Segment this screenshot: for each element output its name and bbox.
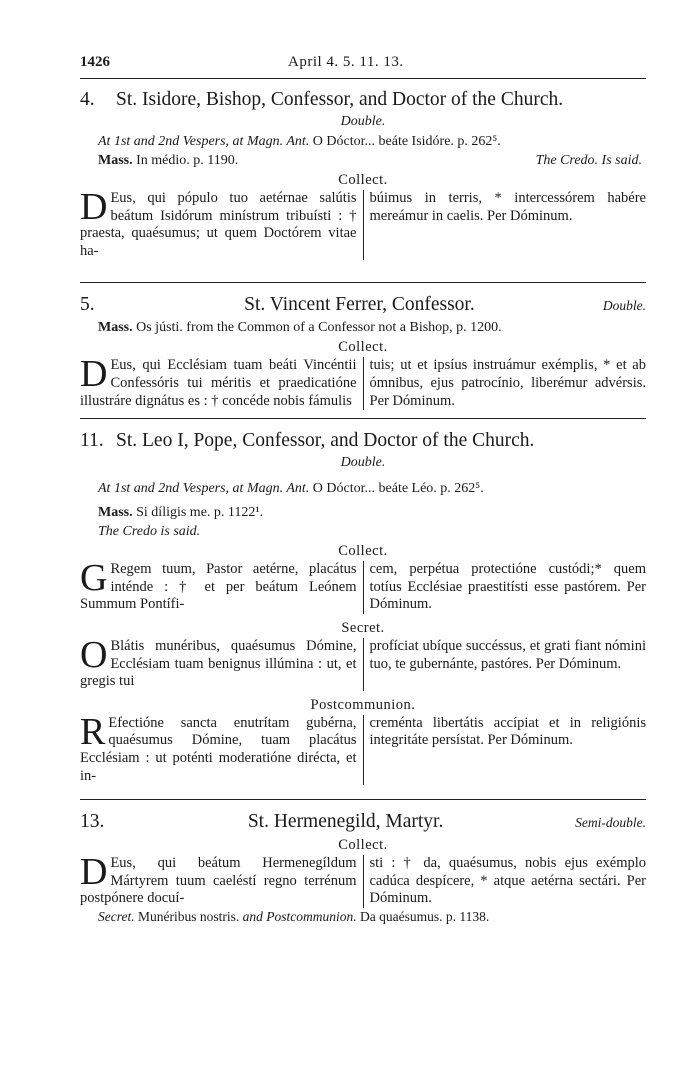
feast-rank: Double. xyxy=(340,114,386,129)
mass-introit: In médio. p. 1190. xyxy=(136,153,239,168)
mass-label: Mass. xyxy=(98,320,133,336)
mass-line xyxy=(80,318,646,337)
collect-right-column xyxy=(364,357,647,410)
feast-title xyxy=(80,293,646,318)
secret-label: Secret. xyxy=(98,908,135,924)
postcommunion-left-text: Efectióne sancta enutrítam gubérna, quaésumus Dómine, tuam placátus Ecclésiam : ut poténti moderatióne dirécta, et in- xyxy=(80,714,357,784)
postcommunion-right-column xyxy=(364,715,647,785)
collect-right-text: tuis; ut et ipsíus instruámur exémplis, * et ab ómnibus, ejus patrocínio, liberémur advérsis. Per Dóminum. xyxy=(369,357,646,409)
entry-separator xyxy=(80,799,646,800)
collect-heading: Collect. xyxy=(338,543,388,560)
collect-initial: D xyxy=(80,186,108,228)
collect-left-column xyxy=(80,851,364,908)
collect-left-column xyxy=(80,186,364,260)
postcommunion-prayer xyxy=(80,710,646,785)
collect-prayer xyxy=(80,851,646,908)
credo-text: The Credo is said. xyxy=(98,524,201,540)
feast-rank: Semi-double. xyxy=(575,815,646,831)
secret-postcommunion-reference xyxy=(80,908,646,926)
collect-prayer xyxy=(80,353,646,410)
collect-left-column xyxy=(80,557,364,614)
collect-left-text: Eus, qui pópulo tuo aetérnae salútis beátum Isidórum minístrum tribuísti : † praesta, quaésumus; ut quem Doctórem vitae ha- xyxy=(80,190,357,259)
secret-initial: O xyxy=(80,633,108,676)
feast-name: St. Hermenegild, Martyr. xyxy=(247,811,444,833)
postcommunion-heading: Postcommunion. xyxy=(310,696,416,713)
running-date-range: April 4. 5. 11. 13. xyxy=(288,54,404,70)
collect-initial: D xyxy=(80,851,108,894)
postcommunion-text: Da quaésumus. p. 1138. xyxy=(359,908,490,924)
collect-right-text: búimus in terris, * intercessórem habére mereámur in caelis. Per Dóminum. xyxy=(369,190,646,224)
secret-left-text: Blátis munéribus, quaésumus Dómine, Ecclésiam tuam benignus illúmina : ut, et gregis tui xyxy=(80,637,357,690)
collect-right-text: sti : † da, quaésumus, nobis ejus exémplo cadúca despícere, * atque aetérna sectári. Per Dóminum. xyxy=(369,855,646,907)
entry-separator xyxy=(80,418,646,419)
vespers-rubric xyxy=(80,479,646,498)
secret-right-column xyxy=(364,638,647,691)
mass-label: Mass. xyxy=(98,505,133,521)
collect-left-text: Regem tuum, Pastor aetérne, placátus inténde : † et per beátum Leónem Summum Pontífi- xyxy=(80,561,357,613)
postcommunion-initial: R xyxy=(80,710,106,753)
missal-page xyxy=(80,50,646,926)
vespers-antiphon: O Dóctor... beáte Isidóre. p. 262⁵. xyxy=(312,134,501,149)
entry-april-4 xyxy=(80,88,646,260)
feast-number: 13. xyxy=(80,811,105,833)
entry-april-13 xyxy=(80,810,646,926)
collect-prayer xyxy=(80,557,646,614)
feast-number: 11. xyxy=(80,430,104,452)
feast-number: 4. xyxy=(80,89,95,110)
collect-right-column xyxy=(364,190,647,260)
mass-label: Mass. xyxy=(98,153,133,168)
collect-initial: G xyxy=(80,557,108,600)
feast-number: 5. xyxy=(80,294,95,316)
feast-rank: Double. xyxy=(340,455,386,471)
collect-heading: Collect. xyxy=(338,837,388,854)
credo-rubric: The Credo. Is said. xyxy=(535,153,642,168)
vespers-rubric-label: At 1st and 2nd Vespers, at Magn. Ant. xyxy=(98,134,310,149)
feast-title xyxy=(80,810,646,835)
feast-name: St. Leo I, Pope, Confessor, and Doctor of the Church. xyxy=(116,430,535,452)
secret-text: Munéribus nostris. xyxy=(137,908,240,924)
feast-title xyxy=(80,88,646,112)
vespers-rubric-label: At 1st and 2nd Vespers, at Magn. Ant. xyxy=(98,481,310,497)
and-word: and xyxy=(242,908,263,924)
running-head xyxy=(80,50,646,74)
mass-introit: Os jústi. from the Common of a Confessor not a Bishop, p. 1200. xyxy=(136,320,502,336)
vespers-rubric xyxy=(80,132,646,151)
feast-name: St. Isidore, Bishop, Confessor, and Doctor of the Church. xyxy=(116,89,564,110)
mass-line xyxy=(80,151,646,170)
mass-introit: Si díligis me. p. 1122¹. xyxy=(136,505,264,521)
entry-april-11 xyxy=(80,429,646,785)
collect-initial: D xyxy=(80,353,108,396)
credo-rubric xyxy=(80,522,646,541)
collect-left-column xyxy=(80,353,364,410)
header-rule xyxy=(80,78,646,79)
collect-prayer xyxy=(80,186,646,260)
postcommunion-label: Postcommunion. xyxy=(266,908,357,924)
secret-prayer xyxy=(80,633,646,691)
entry-april-5 xyxy=(80,293,646,410)
collect-heading: Collect. xyxy=(338,172,388,188)
feast-title xyxy=(80,429,646,453)
collect-heading: Collect. xyxy=(338,339,388,356)
collect-right-text: cem, perpétua protectióne custódi;* quem totíus Ecclésiae praestitísti esse pastórem. Per Dóminum. xyxy=(369,561,646,613)
page-number: 1426 xyxy=(80,54,110,70)
secret-heading: Secret. xyxy=(341,619,385,636)
feast-name: St. Vincent Ferrer, Confessor. xyxy=(244,294,475,316)
feast-rank: Double. xyxy=(602,298,646,314)
postcommunion-left-column xyxy=(80,710,364,785)
collect-left-text: Eus, qui beátum Hermenegíldum Mártyrem tuum caeléstí regno terrénum postpónere docuí- xyxy=(80,855,357,907)
mass-line xyxy=(80,503,646,522)
collect-right-column xyxy=(364,855,647,908)
secret-left-column xyxy=(80,633,364,691)
entry-separator xyxy=(80,282,646,283)
collect-right-column xyxy=(364,561,647,614)
postcommunion-right-text: creménta libertátis accípiat et in religiónis integritáte persístat. Per Dóminum. xyxy=(369,714,646,749)
collect-left-text: Eus, qui Ecclésiam tuam beáti Vincéntii Confessóris tui méritis et praedicatióne illustráre dignátus es : † concéde nobis fámulis xyxy=(80,357,357,409)
secret-right-text: profíciat ubíque succéssus, et grati fiant nómini tuo, te gubernánte, pastóres. Per Dóminum. xyxy=(369,637,646,672)
vespers-antiphon: O Dóctor... beáte Léo. p. 262⁵. xyxy=(312,481,484,497)
